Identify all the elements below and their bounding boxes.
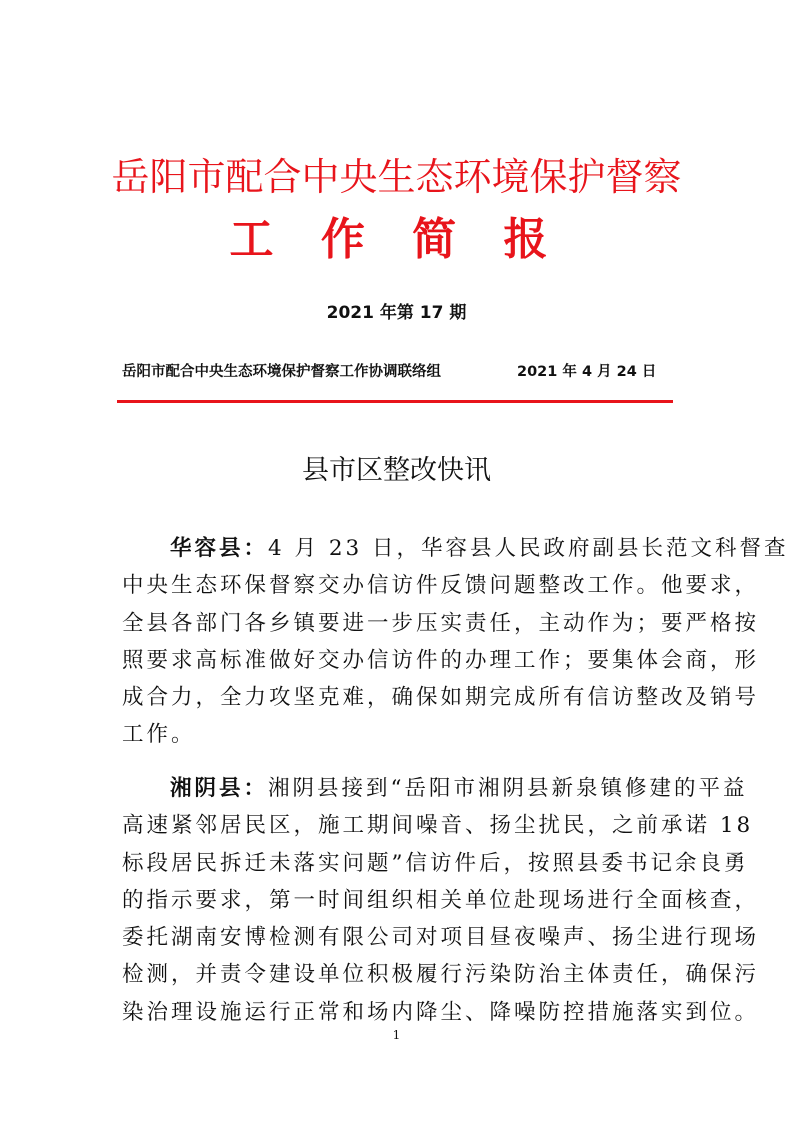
text-line: 全县各部门各乡镇要进一步压实责任，主动作为；要严格按	[122, 610, 760, 636]
red-divider	[117, 400, 673, 403]
issuing-organization: 岳阳市配合中央生态环境保护督察工作协调联络组	[122, 364, 441, 380]
text-line: 检测，并责令建设单位积极履行污染防治主体责任，确保污	[122, 962, 760, 988]
text-line: 的指示要求，第一时间组织相关单位赴现场进行全面核查，	[122, 887, 760, 913]
text-line: 照要求高标准做好交办信访件的办理工作；要集体会商，形	[122, 647, 760, 673]
paragraph-xiangyin	[122, 770, 760, 1031]
text-line: 中央生态环保督察交办信访件反馈问题整改工作。他要求，	[122, 573, 760, 599]
issue-number: 2021 年第 17 期	[326, 303, 467, 323]
bulletin-subtitle: 工 作 简 报	[229, 214, 564, 265]
paragraph-huarong	[122, 530, 789, 754]
text-line: 湘阴县接到“岳阳市湘阴县新泉镇修建的平益	[268, 776, 748, 801]
issue-date: 2021 年 4 月 24 日	[517, 364, 657, 380]
bulletin-title: 岳阳市配合中央生态环境保护督察	[111, 155, 682, 199]
text-line: 工作。	[122, 722, 196, 748]
text-line: 4 月 23 日，华容县人民政府副县长范文科督查	[268, 536, 789, 561]
paragraph-lead: 湘阴县：	[170, 776, 269, 801]
text-line: 成合力，全力攻坚克难，确保如期完成所有信访整改及销号	[122, 685, 760, 711]
text-line: 高速紧邻居民区，施工期间噪音、扬尘扰民，之前承诺 18	[122, 813, 754, 839]
text-line: 委托湖南安博检测有限公司对项目昼夜噪声、扬尘进行现场	[122, 925, 760, 951]
paragraph-lead: 华容县：	[170, 536, 269, 561]
section-heading: 县市区整改快讯	[302, 455, 491, 486]
page-number: 1	[392, 1028, 401, 1042]
text-line: 染治理设施运行正常和场内降尘、降噪防控措施落实到位。	[122, 999, 760, 1025]
text-line: 标段居民拆迁未落实问题”信访件后，按照县委书记余良勇	[122, 850, 749, 876]
